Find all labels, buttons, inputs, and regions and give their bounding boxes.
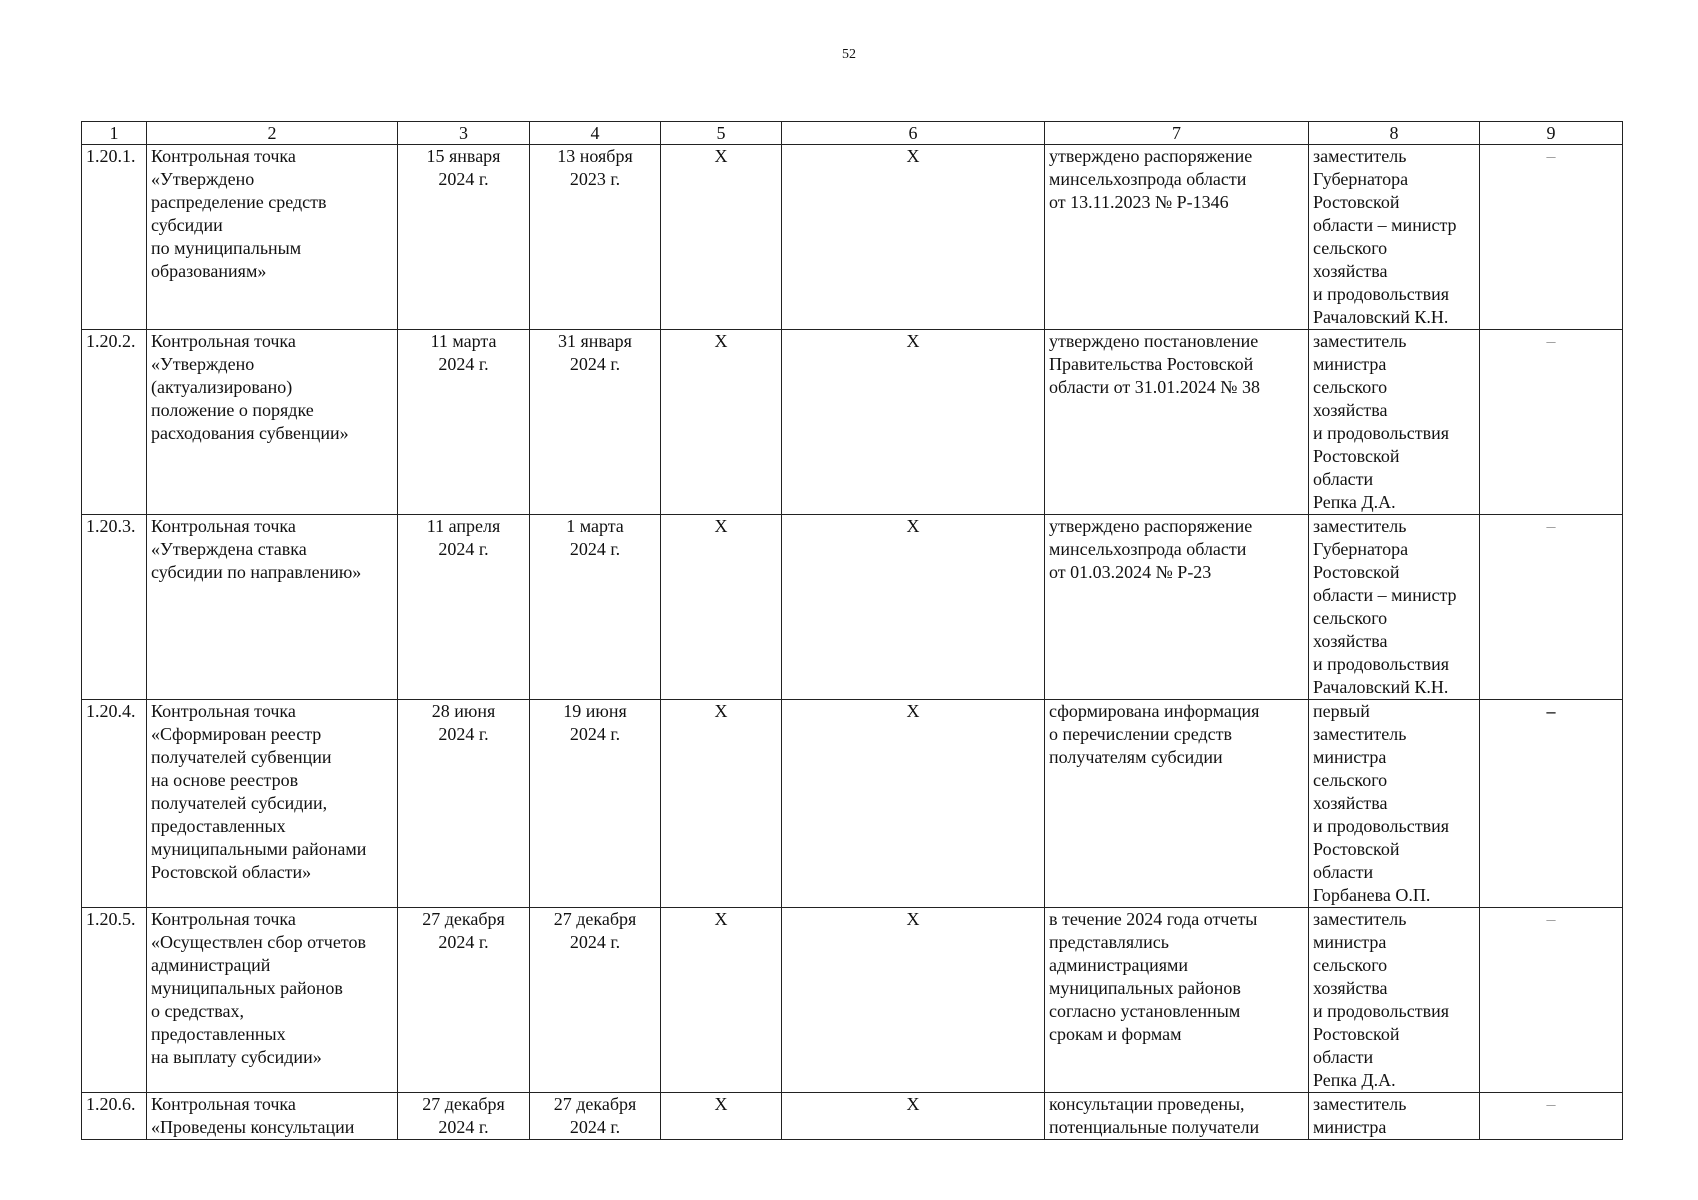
table-row (82, 515, 1623, 700)
control-point-name-cell: Контрольная точка «Осуществлен сбор отчетов администраций муниципальных районов о средствах, предоставленных на выплату субсидии» (147, 908, 398, 1093)
actual-date-cell: 19 июня 2024 г. (530, 700, 661, 908)
responsible-cell: заместитель министра (1309, 1093, 1480, 1140)
column-9-cell: – (1480, 908, 1623, 1093)
column-9-cell: – (1480, 1093, 1623, 1140)
planned-date-cell: 11 марта 2024 г. (398, 330, 530, 515)
control-point-name-cell: Контрольная точка «Утверждено (актуализировано) положение о порядке расходования субвенции» (147, 330, 398, 515)
row-number-cell: 1.20.5. (82, 908, 147, 1093)
column-5-cell: Х (661, 515, 782, 700)
column-6-cell: Х (782, 330, 1045, 515)
column-9-cell: – (1480, 700, 1623, 908)
result-cell: утверждено распоряжение минсельхозпрода области от 13.11.2023 № Р-1346 (1045, 145, 1309, 330)
control-points-table (81, 121, 1623, 1140)
header-cell: 9 (1480, 122, 1623, 145)
header-cell: 1 (82, 122, 147, 145)
column-5-cell: Х (661, 908, 782, 1093)
row-number-cell: 1.20.4. (82, 700, 147, 908)
column-5-cell: Х (661, 145, 782, 330)
control-point-name-cell: Контрольная точка «Утверждено распределение средств субсидии по муниципальным образованиям» (147, 145, 398, 330)
table-row (82, 145, 1623, 330)
result-cell: консультации проведены, потенциальные получатели (1045, 1093, 1309, 1140)
header-cell: 4 (530, 122, 661, 145)
actual-date-cell: 1 марта 2024 г. (530, 515, 661, 700)
planned-date-cell: 15 января 2024 г. (398, 145, 530, 330)
control-point-name-cell: Контрольная точка «Утверждена ставка субсидии по направлению» (147, 515, 398, 700)
table-row (82, 908, 1623, 1093)
responsible-cell: заместитель Губернатора Ростовской области – министр сельского хозяйства и продовольствия Рачаловский К.Н. (1309, 515, 1480, 700)
actual-date-cell: 27 декабря 2024 г. (530, 1093, 661, 1140)
control-point-name-cell: Контрольная точка «Проведены консультации (147, 1093, 398, 1140)
column-6-cell: Х (782, 908, 1045, 1093)
responsible-cell: заместитель министра сельского хозяйства и продовольствия Ростовской области Репка Д.А. (1309, 330, 1480, 515)
header-cell: 8 (1309, 122, 1480, 145)
row-number-cell: 1.20.6. (82, 1093, 147, 1140)
responsible-cell: первый заместитель министра сельского хозяйства и продовольствия Ростовской области Горбанева О.П. (1309, 700, 1480, 908)
result-cell: утверждено постановление Правительства Ростовской области от 31.01.2024 № 38 (1045, 330, 1309, 515)
table-row (82, 700, 1623, 908)
row-number-cell: 1.20.2. (82, 330, 147, 515)
header-cell: 3 (398, 122, 530, 145)
row-number-cell: 1.20.1. (82, 145, 147, 330)
column-5-cell: Х (661, 1093, 782, 1140)
result-cell: сформирована информация о перечислении средств получателям субсидии (1045, 700, 1309, 908)
planned-date-cell: 27 декабря 2024 г. (398, 908, 530, 1093)
column-5-cell: Х (661, 330, 782, 515)
planned-date-cell: 11 апреля 2024 г. (398, 515, 530, 700)
column-6-cell: Х (782, 145, 1045, 330)
column-5-cell: Х (661, 700, 782, 908)
header-cell: 7 (1045, 122, 1309, 145)
responsible-cell: заместитель министра сельского хозяйства и продовольствия Ростовской области Репка Д.А. (1309, 908, 1480, 1093)
header-cell: 5 (661, 122, 782, 145)
column-6-cell: Х (782, 515, 1045, 700)
control-point-name-cell: Контрольная точка «Сформирован реестр получателей субвенции на основе реестров получателей субсидии, предоставленных муниципальными районами Ростовской области» (147, 700, 398, 908)
actual-date-cell: 13 ноября 2023 г. (530, 145, 661, 330)
actual-date-cell: 31 января 2024 г. (530, 330, 661, 515)
header-row (82, 122, 1623, 145)
actual-date-cell: 27 декабря 2024 г. (530, 908, 661, 1093)
column-6-cell: Х (782, 700, 1045, 908)
responsible-cell: заместитель Губернатора Ростовской области – министр сельского хозяйства и продовольствия Рачаловский К.Н. (1309, 145, 1480, 330)
page-number: 52 (842, 47, 856, 62)
planned-date-cell: 27 декабря 2024 г. (398, 1093, 530, 1140)
column-6-cell: Х (782, 1093, 1045, 1140)
row-number-cell: 1.20.3. (82, 515, 147, 700)
result-cell: в течение 2024 года отчеты представлялись администрациями муниципальных районов согласно установленным срокам и формам (1045, 908, 1309, 1093)
result-cell: утверждено распоряжение минсельхозпрода области от 01.03.2024 № Р-23 (1045, 515, 1309, 700)
column-9-cell: – (1480, 145, 1623, 330)
header-cell: 6 (782, 122, 1045, 145)
table-row (82, 330, 1623, 515)
column-9-cell: – (1480, 515, 1623, 700)
column-9-cell: – (1480, 330, 1623, 515)
header-cell: 2 (147, 122, 398, 145)
planned-date-cell: 28 июня 2024 г. (398, 700, 530, 908)
table-row (82, 1093, 1623, 1140)
